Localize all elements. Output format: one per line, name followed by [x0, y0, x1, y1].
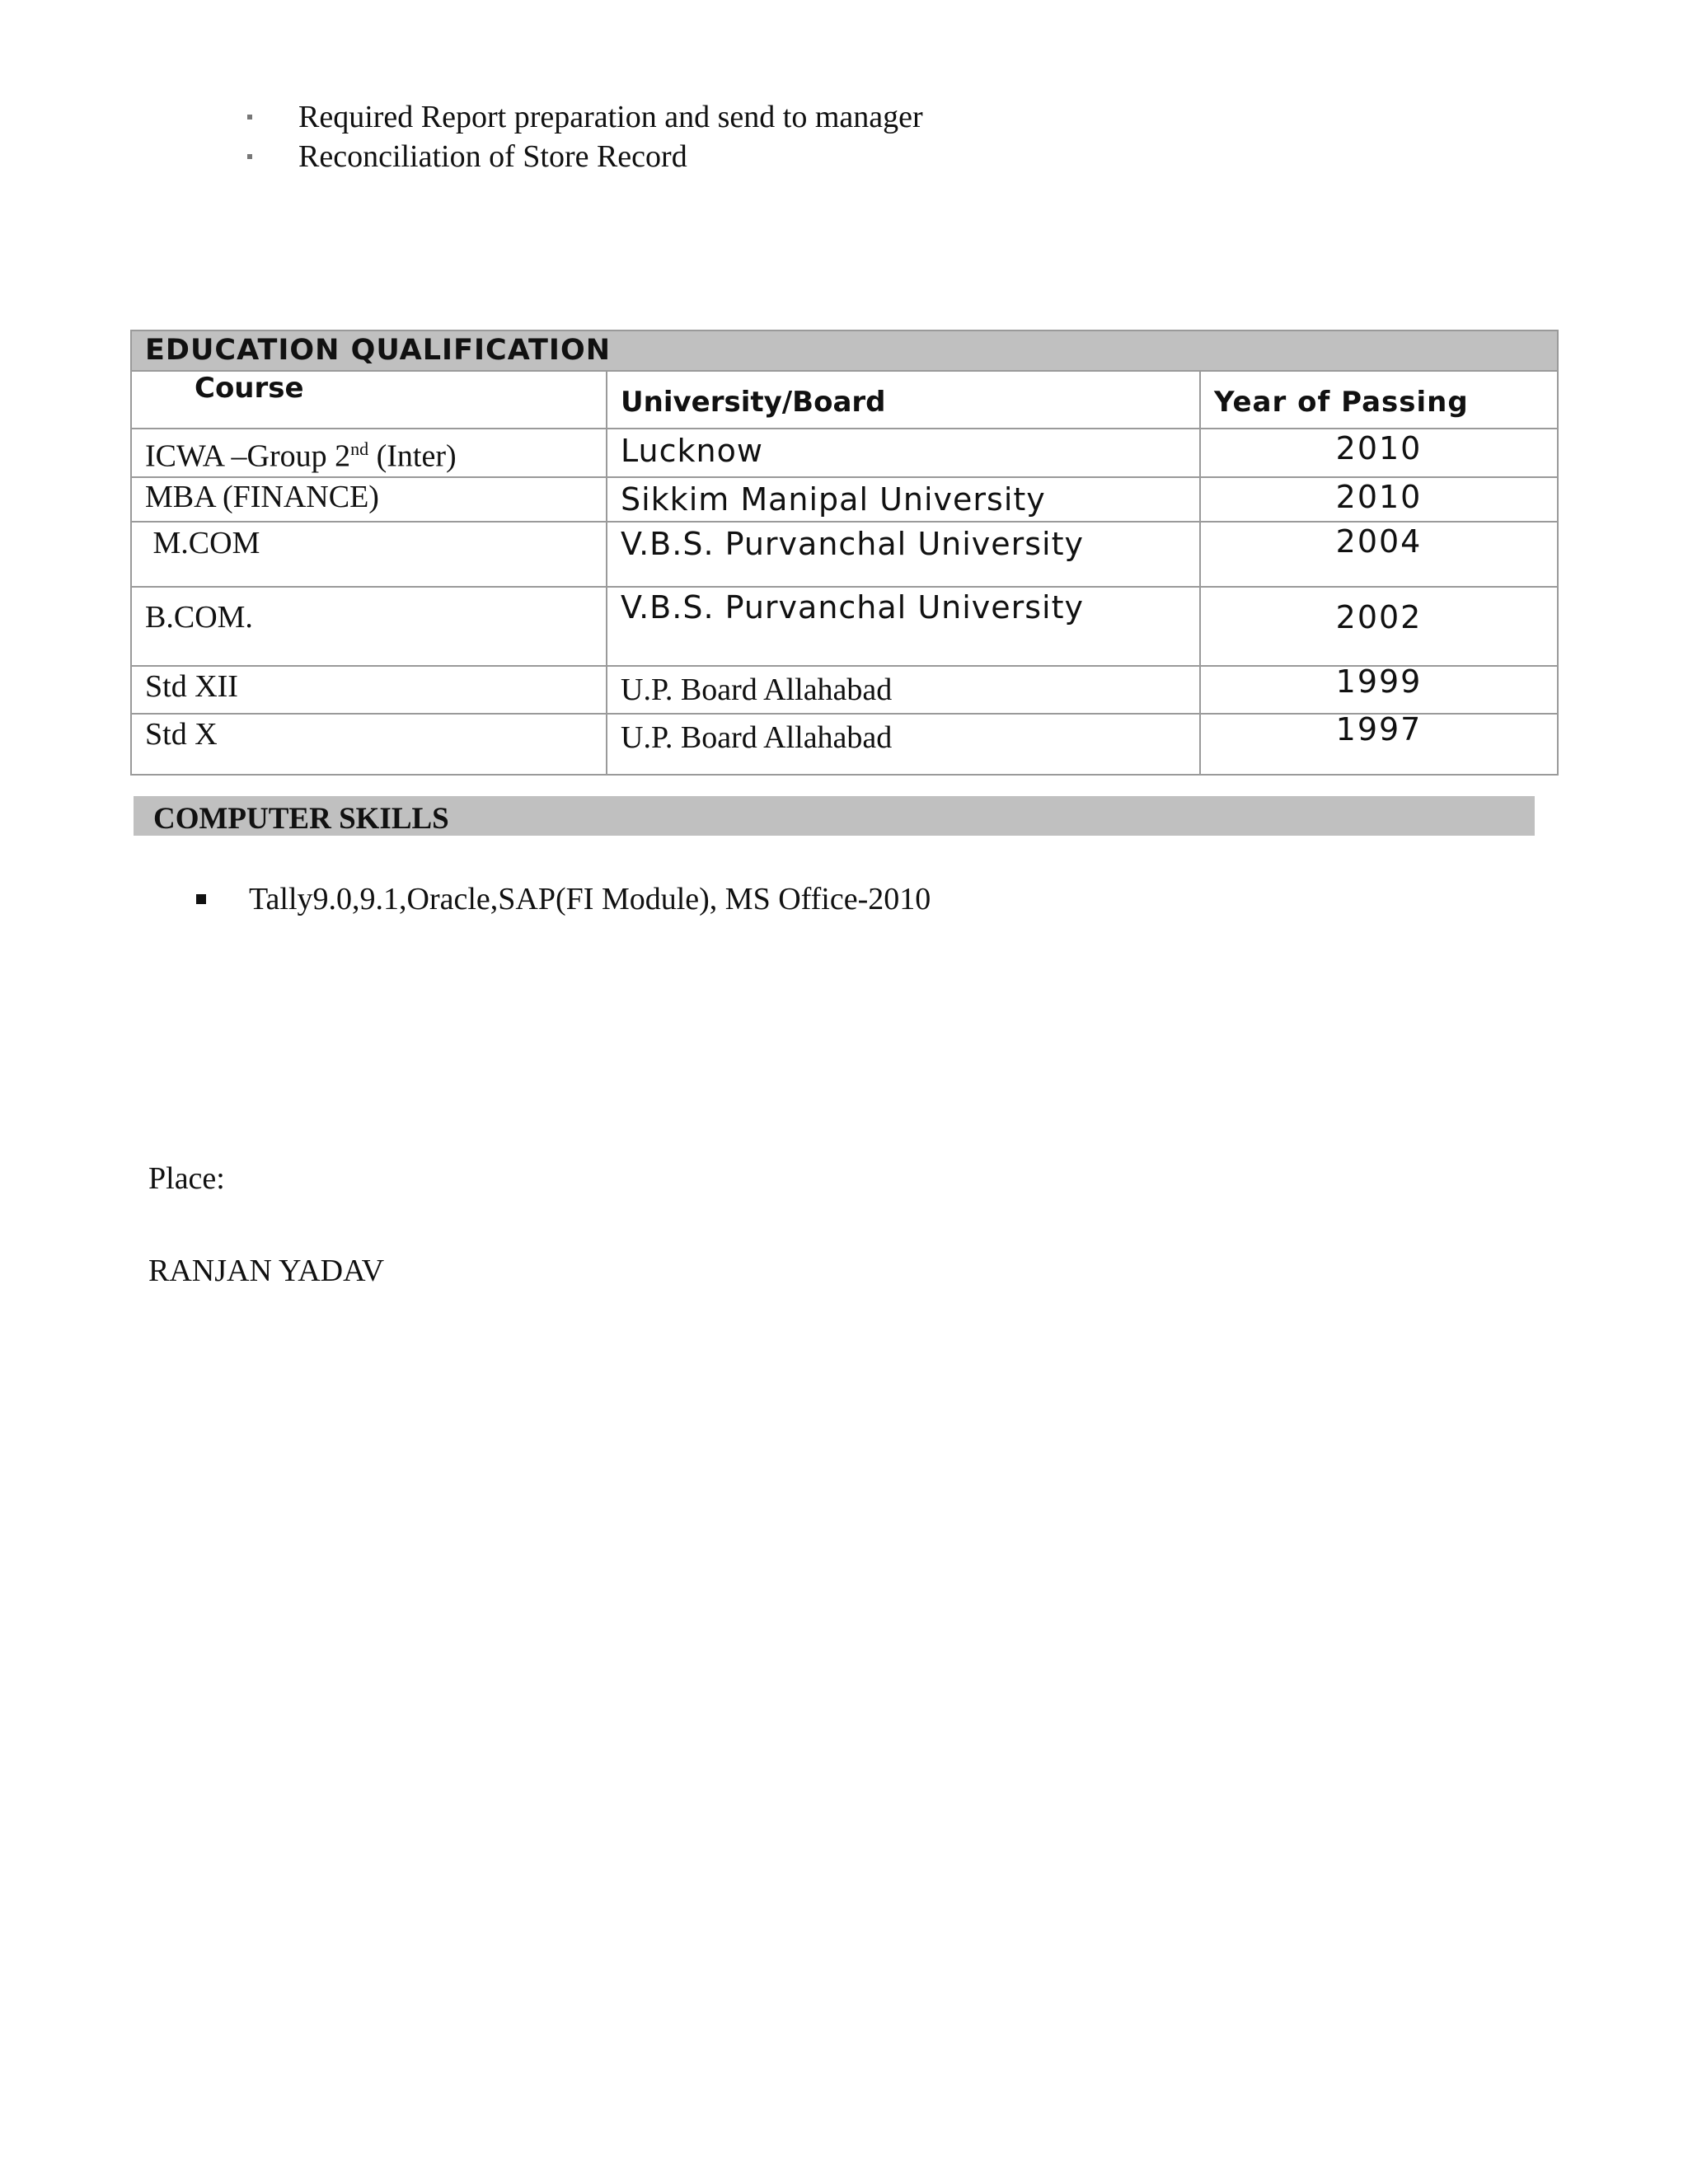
year-cell: 2004 — [1200, 522, 1558, 587]
university-cell: U.P. Board Allahabad — [607, 714, 1200, 775]
list-item — [247, 97, 1484, 137]
course-column-header: Course — [131, 371, 607, 429]
course-suffix: (Inter) — [368, 438, 457, 474]
university-cell: V.B.S. Purvanchal University — [607, 587, 1200, 666]
place-label: Place: — [148, 1161, 225, 1196]
list-item — [196, 876, 931, 922]
year-cell: 2010 — [1200, 477, 1558, 522]
university-column-header: University/Board — [607, 371, 1200, 429]
table-row — [131, 477, 1558, 522]
course-text: ICWA –Group 2 — [145, 438, 351, 474]
course-cell: M.COM — [131, 522, 607, 587]
table-row — [131, 522, 1558, 587]
course-cell — [131, 429, 607, 477]
course-cell: B.COM. — [131, 587, 607, 666]
year-column-header: Year of Passing — [1200, 371, 1558, 429]
list-item-text: Reconciliation of Store Record — [298, 139, 687, 174]
year-cell: 2002 — [1200, 587, 1558, 666]
education-table — [130, 330, 1559, 776]
university-cell: Lucknow — [607, 429, 1200, 477]
table-header-row — [131, 371, 1558, 429]
bullet-icon — [247, 154, 252, 159]
table-row — [131, 666, 1558, 714]
course-cell: Std X — [131, 714, 607, 775]
list-item — [247, 137, 1484, 176]
education-title: EDUCATION QUALIFICATION — [131, 330, 1558, 371]
table-row — [131, 714, 1558, 775]
university-cell: V.B.S. Purvanchal University — [607, 522, 1200, 587]
signature-name: RANJAN YADAV — [148, 1254, 385, 1288]
year-cell: 2010 — [1200, 429, 1558, 477]
square-bullet-icon — [196, 894, 206, 904]
course-cell: MBA (FINANCE) — [131, 477, 607, 522]
computer-skills-title: COMPUTER SKILLS — [153, 802, 449, 836]
course-cell: Std XII — [131, 666, 607, 714]
education-title-row — [131, 330, 1558, 371]
responsibilities-list — [247, 97, 1484, 176]
year-cell: 1999 — [1200, 666, 1558, 714]
skill-text: Tally9.0,9.1,Oracle,SAP(FI Module), MS Office-2010 — [249, 882, 931, 916]
year-cell: 1997 — [1200, 714, 1558, 775]
course-superscript: nd — [350, 438, 369, 459]
list-item-text: Required Report preparation and send to manager — [298, 100, 923, 134]
university-cell: Sikkim Manipal University — [607, 477, 1200, 522]
table-row — [131, 429, 1558, 477]
table-row — [131, 587, 1558, 666]
university-cell: U.P. Board Allahabad — [607, 666, 1200, 714]
bullet-icon — [247, 115, 252, 120]
